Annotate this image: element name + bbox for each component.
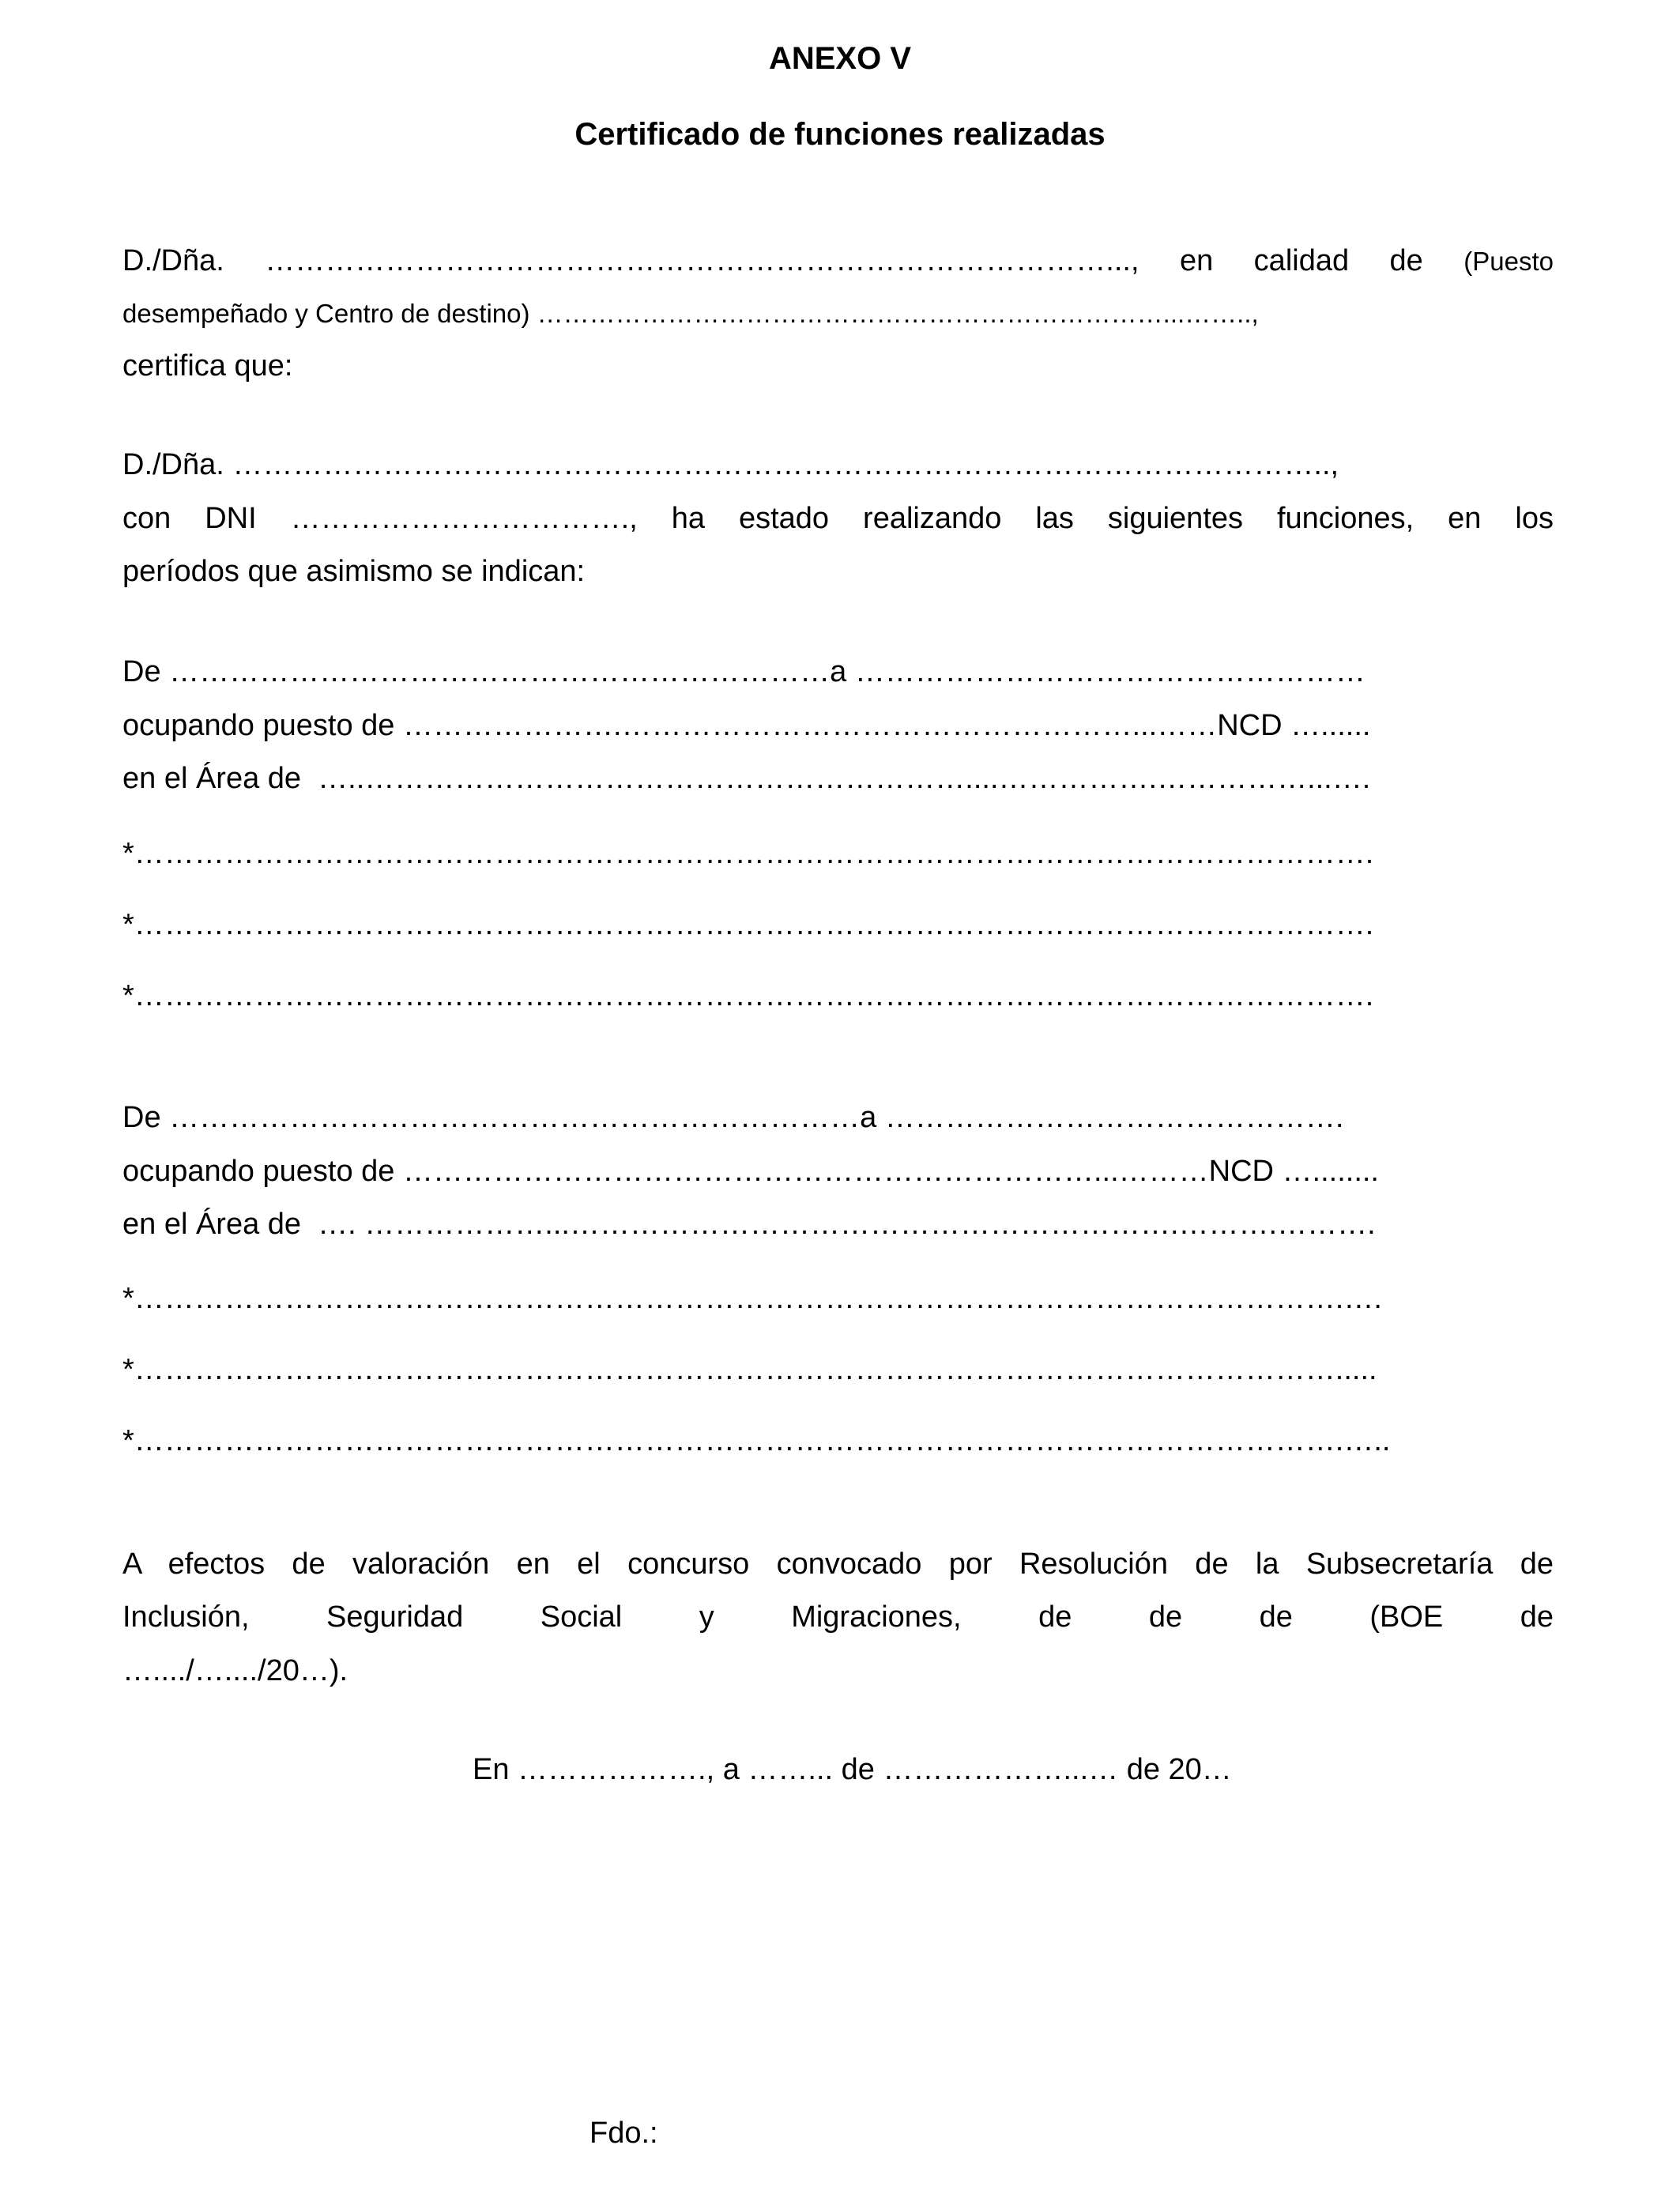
period-2-function-3: *………………………………………………………………………………………………………….…..: [122, 1424, 1391, 1457]
period-2-area: en el Área de …. ………………...…………………………………………………….……….……….: [122, 1208, 1376, 1241]
period-1-post: ocupando puesto de ………………….……………………………………………...……NCD …......: [122, 709, 1371, 742]
period-1-area: en el Área de …..……………………………………………………....…………….……………...….: [122, 762, 1371, 795]
employee-dni-line: con DNI ……………………………., ha estado realizando las siguientes funciones, en los: [122, 502, 1554, 535]
certifier-line-1: [122, 243, 1554, 280]
period-2-dates: De ……………………………………………………………a ……………………………………….: [122, 1101, 1344, 1134]
certifier-line-3: certifica que:: [122, 349, 293, 383]
certifier-name: D./Dña. …………………………………………………………………………...,: [122, 244, 1139, 277]
document-title: Certificado de funciones realizadas: [574, 117, 1106, 152]
period-2-post: ocupando puesto de ……………………………………………………………...………NCD …........: [122, 1155, 1379, 1188]
certifier-role-hint: (Puesto: [1463, 247, 1554, 276]
period-1-function-3: *…………………………………………………………………………………………………………….: [122, 979, 1374, 1012]
annex-heading: ANEXO V: [768, 41, 912, 76]
closing-paragraph-line-1: A efectos de valoración en el concurso convocado por Resolución de la Subsecretaría de: [122, 1547, 1554, 1581]
employee-name-line: D./Dña. ………………………………………………………………………………………………..,: [122, 448, 1339, 481]
closing-paragraph-line-2-text: Inclusión, Seguridad Social y Migraciones, de de de (BOE de: [122, 1600, 1554, 1634]
period-1-function-1: *…………………………………………………………………………………………………………….: [122, 837, 1374, 870]
period-1-dates: De …………………………………………………………a ……………………………………………: [122, 655, 1365, 688]
place-date-line: En ………………., a ……... de ………………...… de 20…: [473, 1753, 1232, 1786]
period-1-function-2: *…………………………………………………………………………………………………………….: [122, 908, 1374, 941]
certifier-role-label: en calidad de: [1179, 244, 1464, 277]
certifier-line-2: desempeñado y Centro de destino) ………………………………………………………………...……..,: [122, 299, 1259, 328]
period-2-function-2: *………………………………………………………………………………………………………….....: [122, 1353, 1377, 1386]
periods-intro: períodos que asimismo se indican:: [122, 555, 586, 588]
signature-label: Fdo.:: [590, 2117, 658, 2150]
period-2-function-1: *………………………………………………………………………………………………………….….: [122, 1282, 1382, 1315]
closing-paragraph-line-3: …..../…..../20…).: [122, 1654, 348, 1687]
closing-paragraph-line-2: [122, 1599, 1554, 1635]
